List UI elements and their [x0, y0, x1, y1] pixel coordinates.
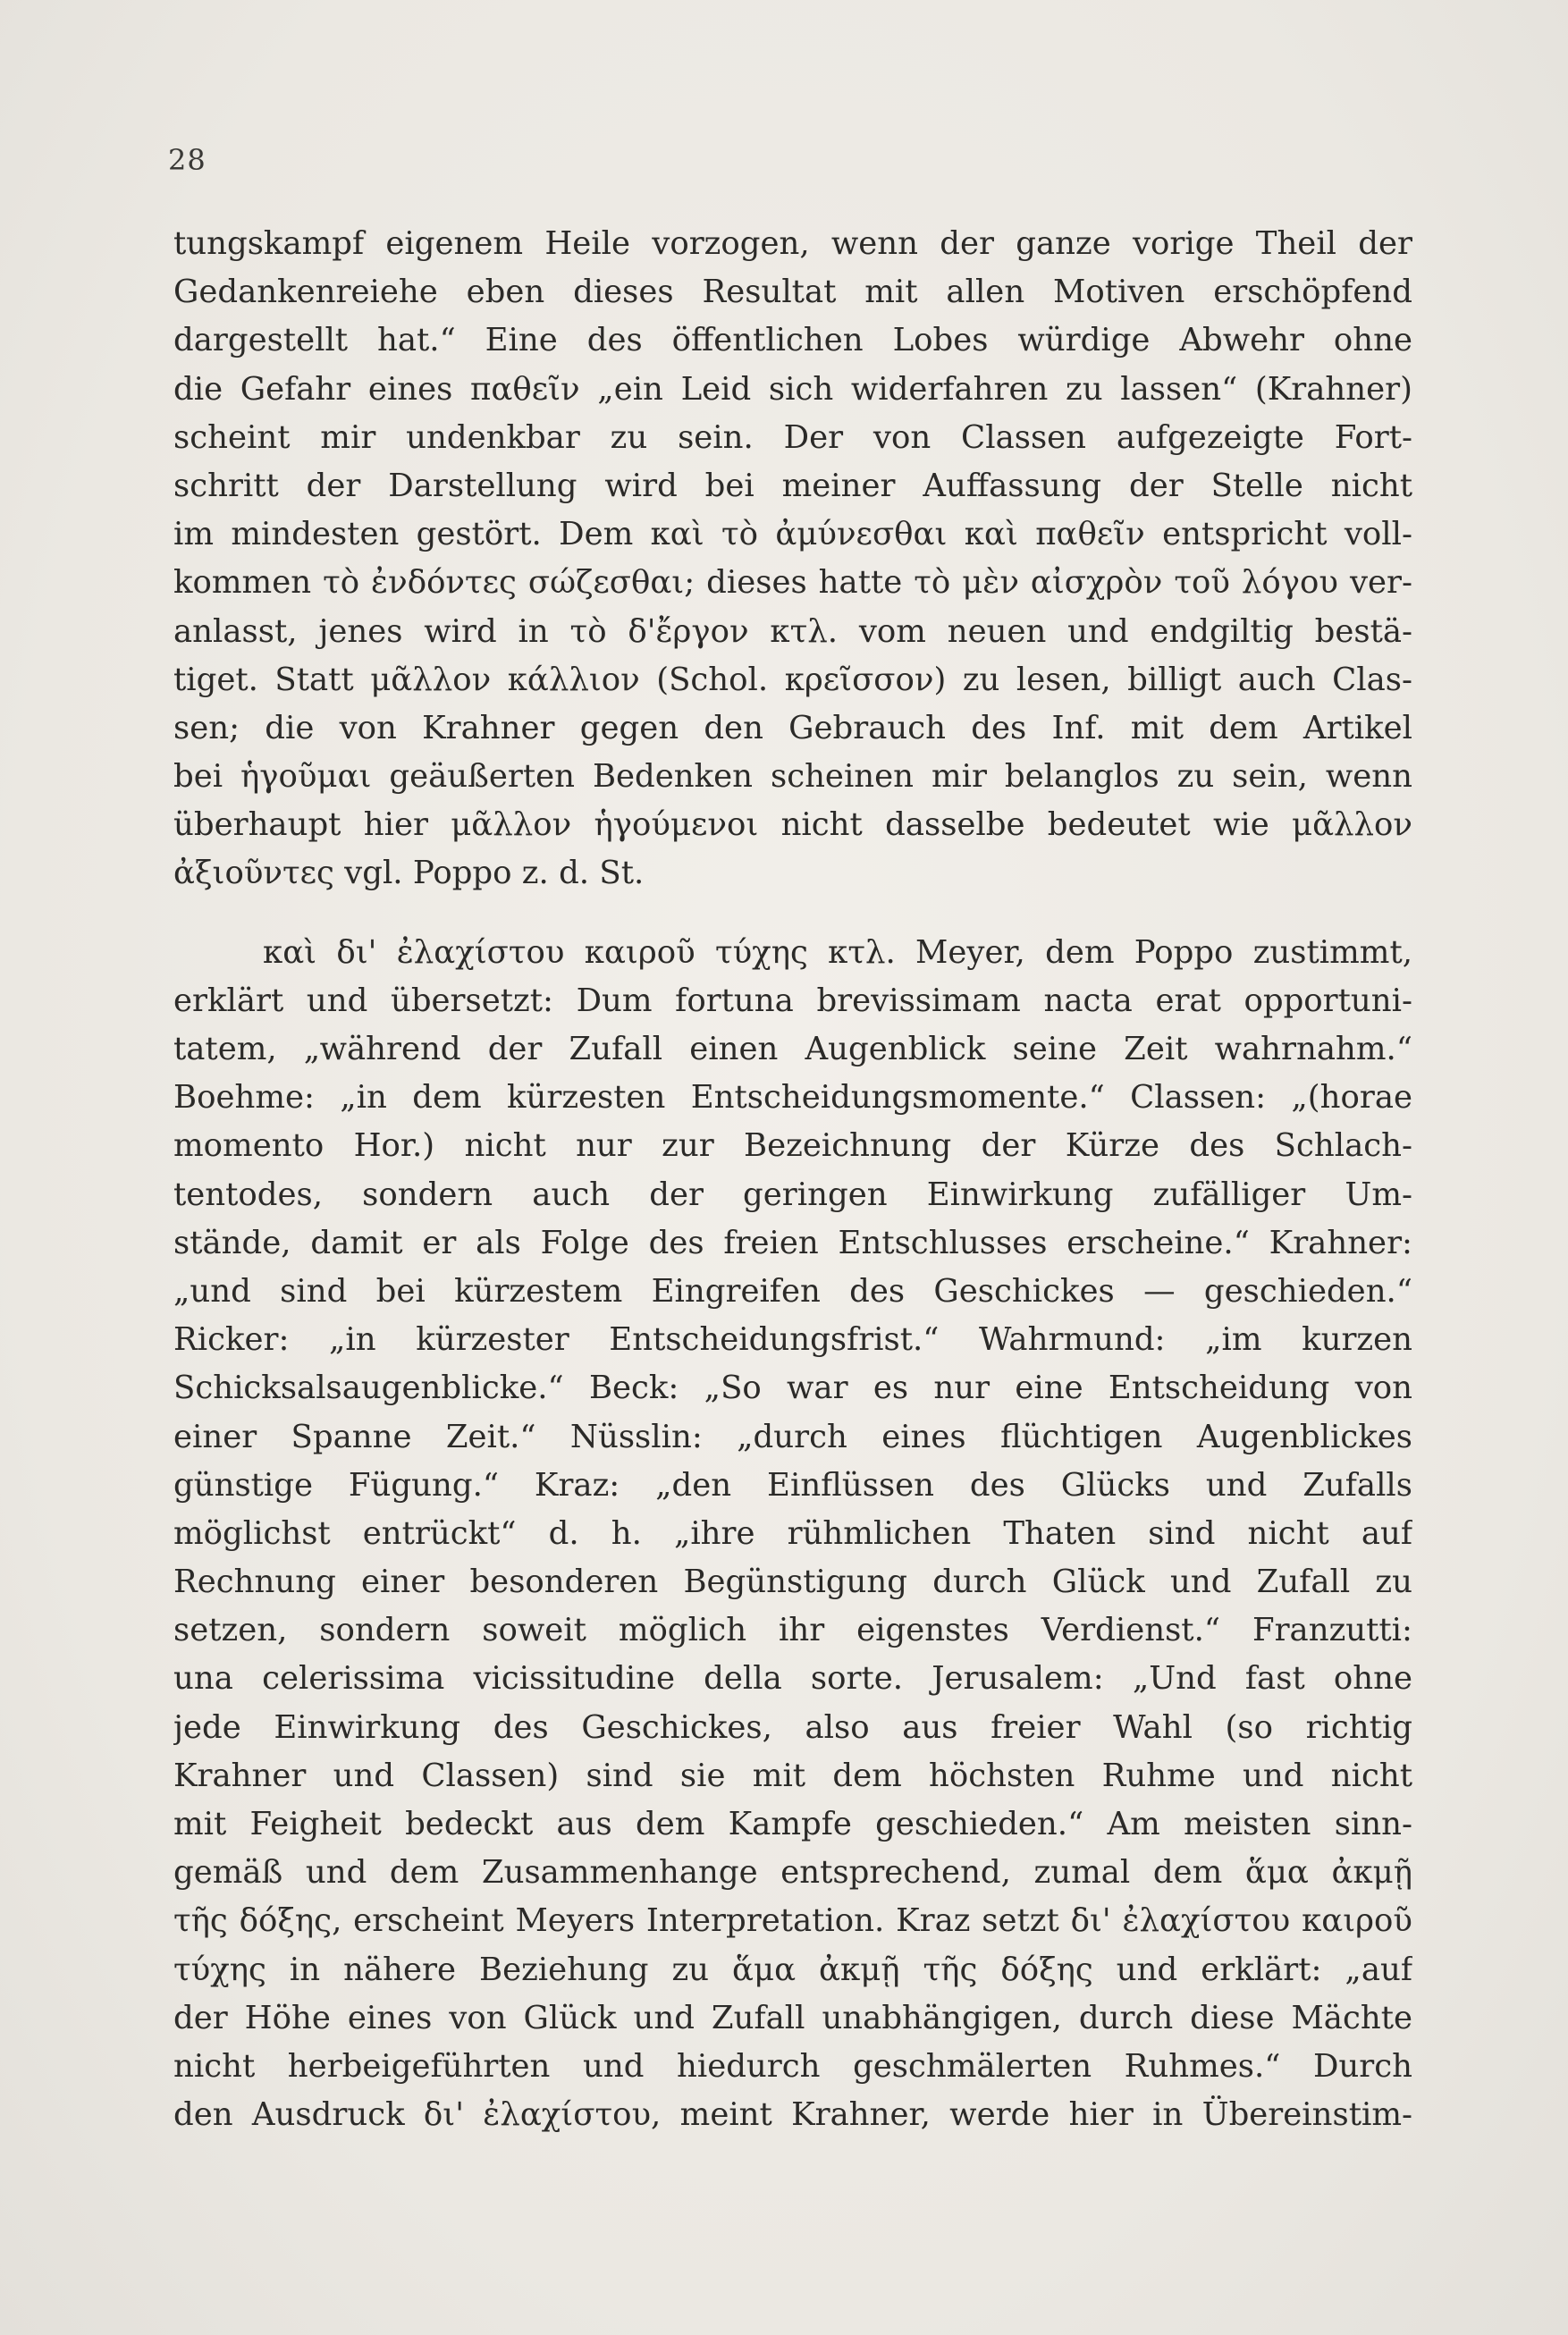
text-line: Schicksalsaugenblicke.“ Beck: „So war es nur eine Entscheidung von — [173, 1370, 1412, 1407]
text-line: Rechnung einer besonderen Begünstigung durch Glück und Zufall zu — [173, 1564, 1412, 1601]
text-line: die Gefahr eines παθεῖν „ein Leid sich widerfahren zu lassen“ (Krahner) — [173, 370, 1412, 408]
text-line: anlasst, jenes wird in τὸ δ'ἔργον κτλ. vom neuen und endgiltig bestä- — [173, 612, 1412, 650]
text-line: setzen, sondern soweit möglich ihr eigenstes Verdienst.“ Franzutti: — [173, 1612, 1412, 1649]
paragraph-2 — [173, 929, 1412, 2140]
text-line: erklärt und übersetzt: Dum fortuna brevissimam nacta erat opportuni- — [173, 982, 1412, 1019]
paragraph-gap — [173, 898, 1412, 929]
text-line: Ricker: „in kürzester Entscheidungsfrist.“ Wahrmund: „im kurzen — [173, 1321, 1412, 1359]
text-line: scheint mir undenkbar zu sein. Der von Classen aufgezeigte Fort- — [173, 418, 1412, 456]
text-line: einer Spanne Zeit.“ Nüsslin: „durch eines flüchtigen Augenblickes — [173, 1418, 1412, 1455]
text-line: momento Hor.) nicht nur zur Bezeichnung der Kürze des Schlach- — [173, 1127, 1412, 1165]
text-line: tatem, „während der Zufall einen Augenblick seine Zeit wahrnahm.“ — [173, 1031, 1412, 1067]
text-line: möglichst entrückt“ d. h. „ihre rühmlichen Thaten sind nicht auf — [173, 1514, 1412, 1552]
text-line: der Höhe eines von Glück und Zufall unabhängigen, durch diese Mächte — [173, 1999, 1412, 2036]
text-line: jede Einwirkung des Geschickes, also aus freier Wahl (so richtig — [173, 1708, 1412, 1746]
text-line: nicht herbeigeführten und hiedurch geschmälerten Ruhmes.“ Durch — [173, 2047, 1412, 2085]
text-line: una celerissima vicissitudine della sorte. Jerusalem: „Und fast ohne — [173, 1660, 1412, 1698]
text-line: den Ausdruck δι' ἐλαχίστου, meint Krahner, werde hier in Übereinstim- — [173, 2096, 1412, 2134]
page-number: 28 — [168, 143, 207, 177]
text-line: Boehme: „in dem kürzesten Entscheidungsmomente.“ Classen: „(horae — [173, 1079, 1412, 1117]
text-line: kommen τὸ ἐνδόντες σώζεσθαι; dieses hatte τὸ μὲν αἰσχρὸν τοῦ λόγου ver- — [173, 564, 1412, 602]
body-text — [173, 220, 1412, 2139]
text-line: sen; die von Krahner gegen den Gebrauch des Inf. mit dem Artikel — [173, 709, 1412, 746]
text-line: bei ἡγοῦμαι geäußerten Bedenken scheinen mir belanglos zu sein, wenn — [173, 758, 1412, 796]
text-line: dargestellt hat.“ Eine des öffentlichen Lobes würdige Abwehr ohne — [173, 322, 1412, 359]
text-line: schritt der Darstellung wird bei meiner Auffassung der Stelle nicht — [173, 467, 1412, 504]
text-line: tentodes, sondern auch der geringen Einwirkung zufälliger Um- — [173, 1176, 1412, 1213]
text-line: tungskampf eigenem Heile vorzogen, wenn der ganze vorige Theil der — [173, 225, 1412, 262]
text-line: günstige Fügung.“ Kraz: „den Einflüssen des Glücks und Zufalls — [173, 1466, 1412, 1504]
text-line: „und sind bei kürzestem Eingreifen des Geschickes — geschieden.“ — [173, 1272, 1412, 1310]
text-line: τύχης in nähere Beziehung zu ἅμα ἀκμῇ τῆς δόξης und erklärt: „auf — [173, 1951, 1412, 1988]
text-line: tiget. Statt μᾶλλον κάλλιον (Schol. κρεῖσσον) zu lesen, billigt auch Clas- — [173, 661, 1412, 698]
text-line: καὶ δι' ἐλαχίστου καιροῦ τύχης κτλ. Meyer, dem Poppo zustimmt, — [263, 933, 1412, 971]
text-line: im mindesten gestört. Dem καὶ τὸ ἀμύνεσθαι καὶ παθεῖν entspricht voll- — [173, 516, 1412, 553]
text-line: überhaupt hier μᾶλλον ἡγούμενοι nicht dasselbe bedeutet wie μᾶλλον — [173, 806, 1412, 844]
text-line: mit Feigheit bedeckt aus dem Kampfe geschieden.“ Am meisten sinn- — [173, 1806, 1412, 1842]
text-line: Krahner und Classen) sind sie mit dem höchsten Ruhme und nicht — [173, 1757, 1412, 1794]
text-line: gemäß und dem Zusammenhange entsprechend, zumal dem ἅμα ἀκμῇ — [173, 1854, 1412, 1892]
text-line: stände, damit er als Folge des freien Entschlusses erscheine.“ Krahner: — [173, 1224, 1412, 1261]
text-line: τῆς δόξης, erscheint Meyers Interpretation. Kraz setzt δι' ἐλαχίστου καιροῦ — [173, 1902, 1412, 1940]
text-line: Gedankenreiehe eben dieses Resultat mit allen Motiven erschöpfend — [173, 274, 1412, 311]
text-line: ἀξιοῦντες vgl. Poppo z. d. St. — [173, 855, 645, 892]
paragraph-1 — [173, 220, 1412, 898]
